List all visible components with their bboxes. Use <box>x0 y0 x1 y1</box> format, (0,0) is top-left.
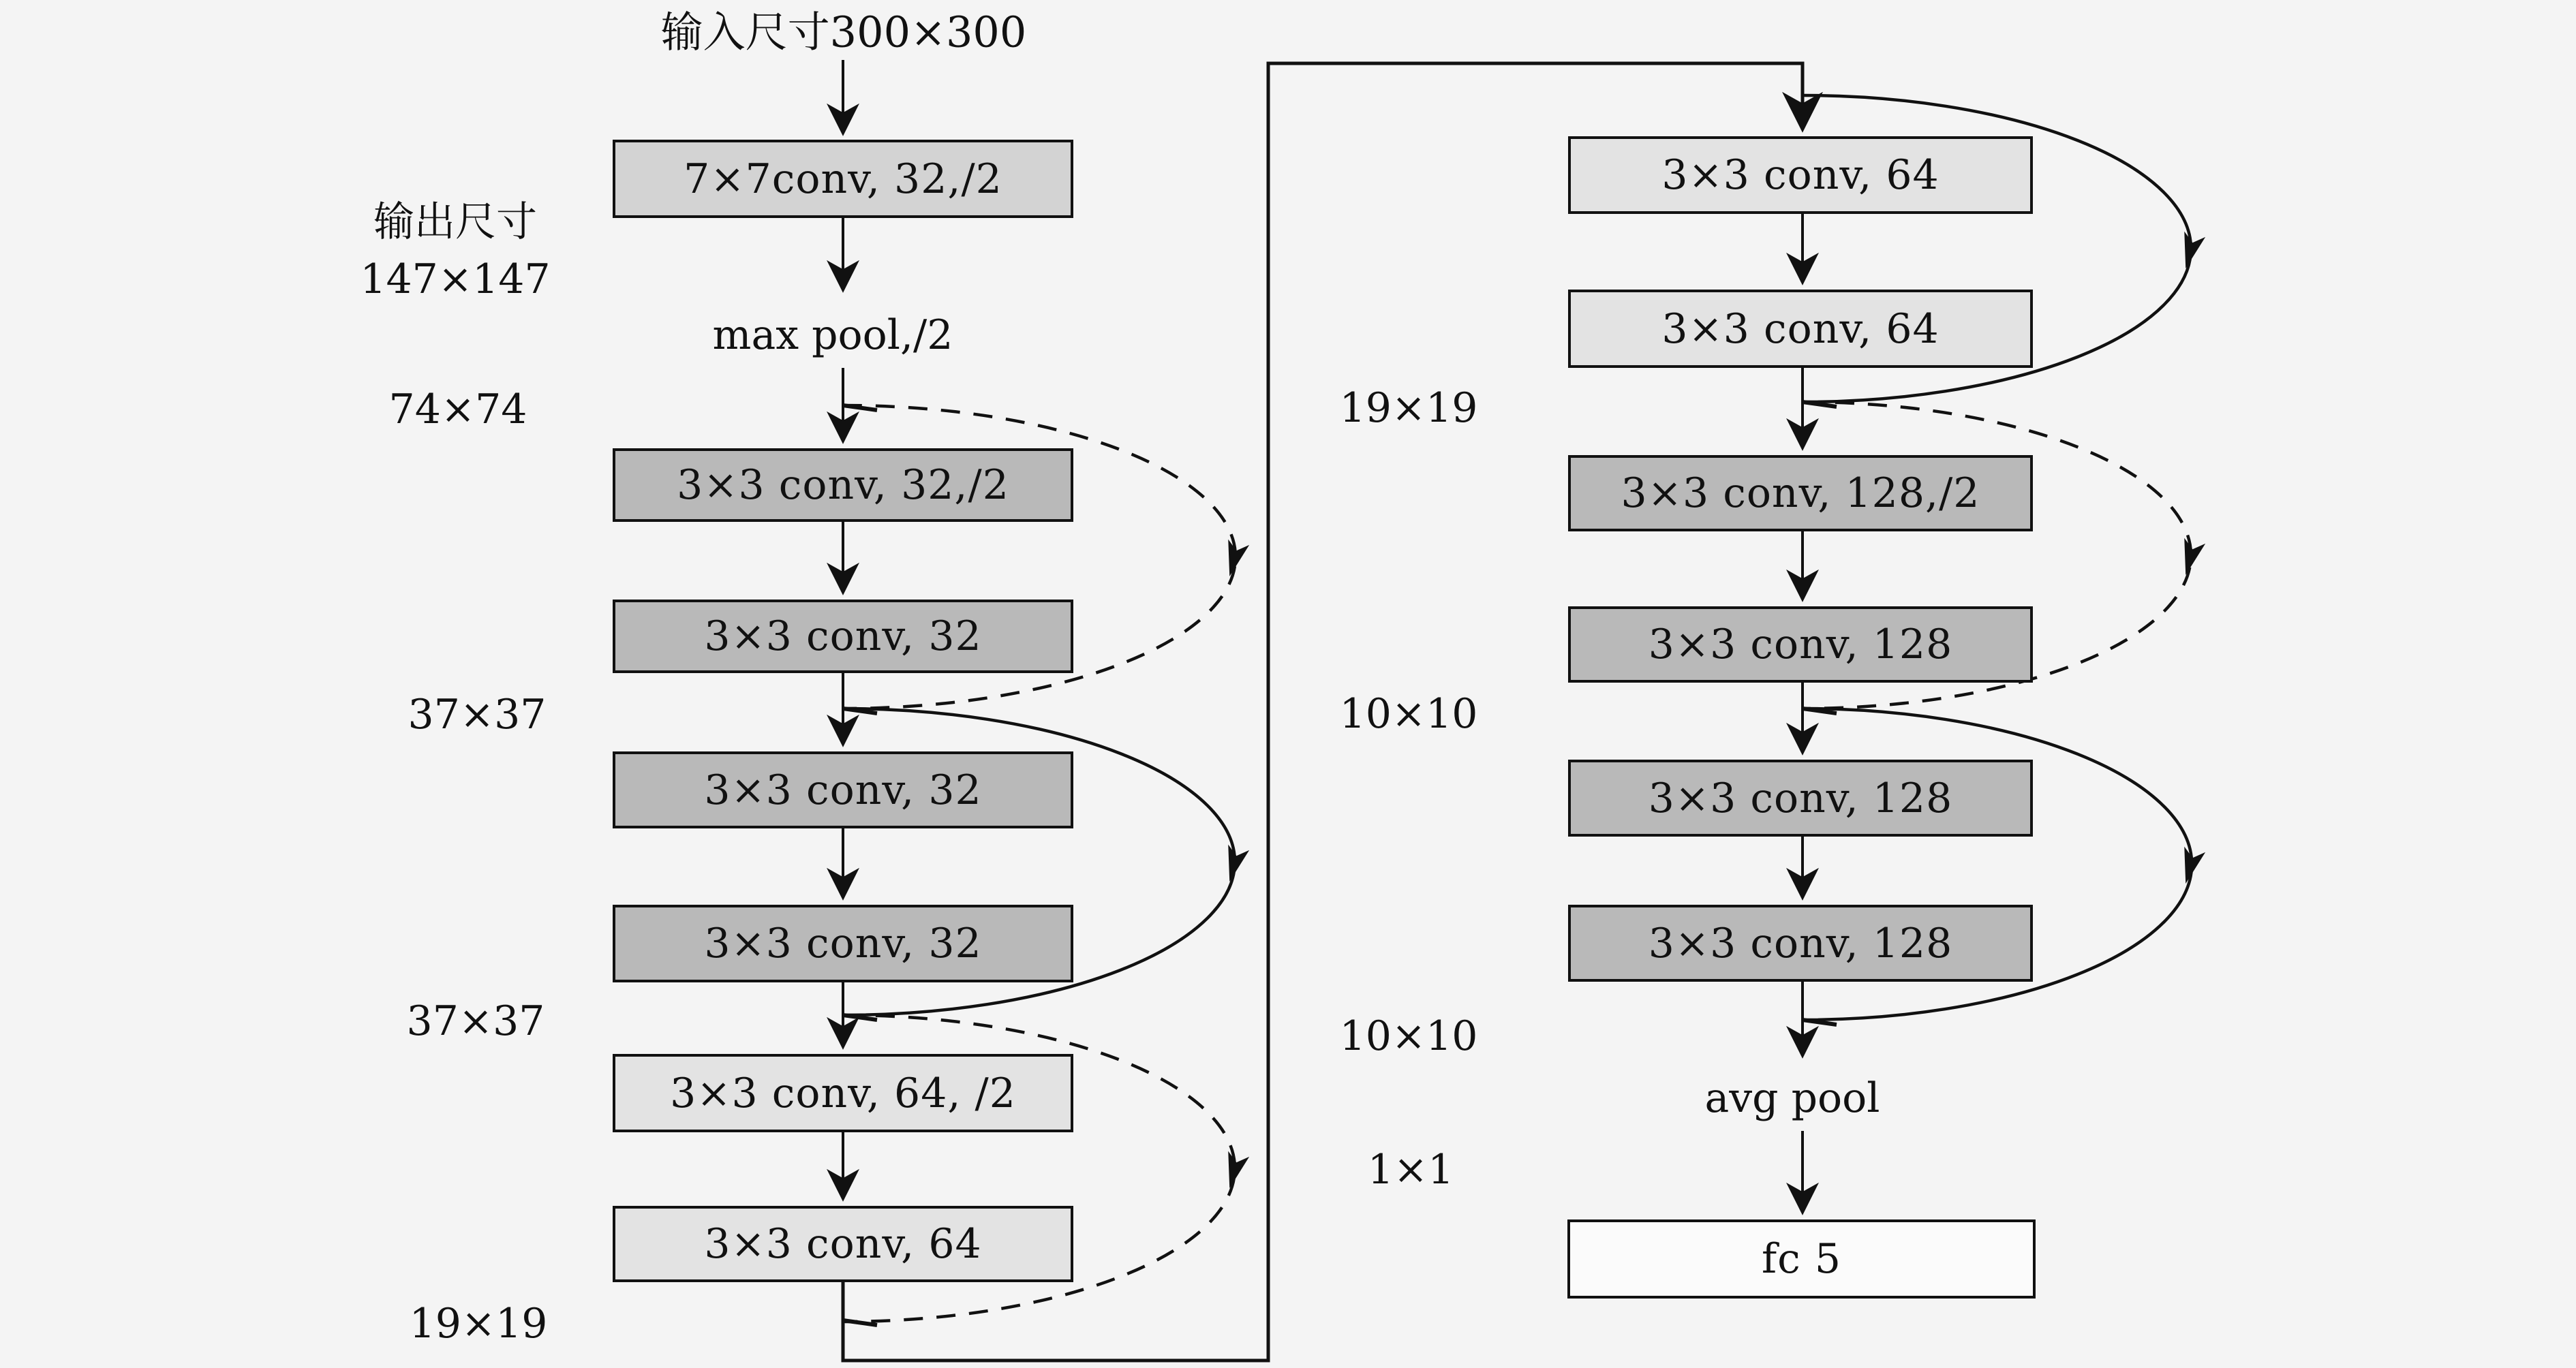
size-label-37x37-b: 37×37 <box>406 997 545 1045</box>
output-size-caption-line1: 输出尺寸 <box>373 198 537 246</box>
conv-box-3x3-64-left <box>613 1206 1073 1282</box>
conv-box-3x3-32-a <box>613 600 1073 673</box>
input-size-label: 输入尺寸300×300 <box>660 7 1027 57</box>
size-label-37x37-a: 37×37 <box>408 691 547 739</box>
conv-box-label: 3×3 conv, 128 <box>1648 919 1953 967</box>
size-label-19x19-left: 19×19 <box>409 1300 548 1348</box>
conv-box-3x3-64-right-b <box>1568 290 2033 368</box>
junction-ticks <box>843 402 1837 1325</box>
conv-box-label: 3×3 conv, 64 <box>704 1220 982 1268</box>
size-label-19x19-right: 19×19 <box>1339 384 1478 432</box>
size-label-74x74: 74×74 <box>388 386 527 433</box>
conv-box-3x3-128-c <box>1568 905 2033 982</box>
output-size-caption-line2: 147×147 <box>360 255 551 303</box>
conv-box-7x7-32 <box>613 140 1073 218</box>
conv-box-label: 3×3 conv, 32 <box>704 612 982 660</box>
conv-box-label: 3×3 conv, 32 <box>704 920 982 967</box>
conv-box-label: 3×3 conv, 128,/2 <box>1621 469 1980 517</box>
fc-box-label: fc 5 <box>1761 1235 1842 1283</box>
conv-box-label: 3×3 conv, 32,/2 <box>677 461 1009 509</box>
column-routing-rail <box>843 63 1803 1361</box>
conv-box-3x3-64s2 <box>613 1054 1073 1132</box>
conv-box-3x3-128s2 <box>1568 455 2033 531</box>
conv-box-3x3-32s2 <box>613 448 1073 522</box>
conv-box-3x3-64-right-a <box>1568 136 2033 214</box>
conv-box-label: 3×3 conv, 64, /2 <box>670 1069 1016 1117</box>
conv-box-3x3-32-b <box>613 751 1073 828</box>
conv-box-label: 3×3 conv, 128 <box>1648 774 1953 822</box>
conv-box-label: 3×3 conv, 128 <box>1648 621 1953 668</box>
max-pool-label: max pool,/2 <box>712 311 953 359</box>
conv-box-label: 3×3 conv, 64 <box>1661 151 1939 199</box>
right-skip-arcs <box>1803 95 2192 1020</box>
conv-box-3x3-32-c <box>613 905 1073 982</box>
left-skip-arcs <box>843 405 1236 1322</box>
conv-box-3x3-128-b <box>1568 760 2033 837</box>
conv-box-label: 7×7conv, 32,/2 <box>684 155 1002 203</box>
conv-box-label: 3×3 conv, 64 <box>1661 305 1939 353</box>
conv-box-3x3-128-a <box>1568 606 2033 683</box>
size-label-10x10-a: 10×10 <box>1339 690 1478 738</box>
conv-box-label: 3×3 conv, 32 <box>704 766 982 814</box>
size-label-10x10-b: 10×10 <box>1339 1012 1478 1060</box>
fc-box <box>1567 1219 2036 1299</box>
avg-pool-label: avg pool <box>1704 1074 1880 1122</box>
size-label-1x1: 1×1 <box>1367 1146 1454 1194</box>
output-size-caption <box>360 193 550 308</box>
